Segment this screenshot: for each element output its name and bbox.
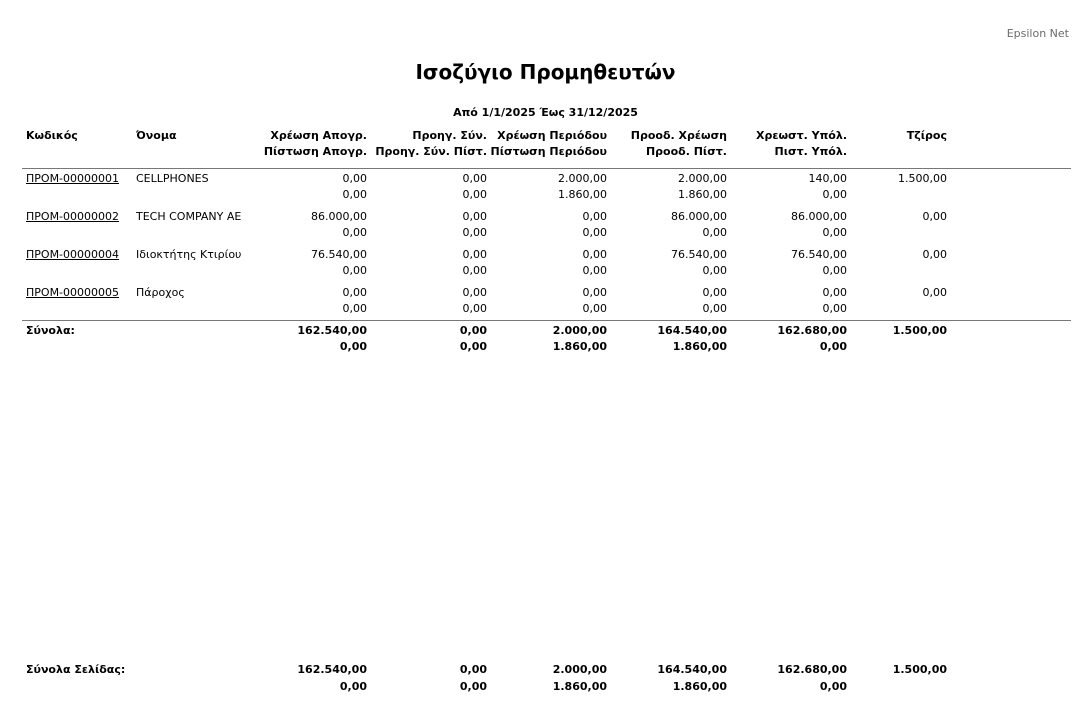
- total-cell: 164.540,00: [657, 324, 727, 337]
- total-cell: 162.540,00: [297, 324, 367, 337]
- page-totals-label: Σύνολα Σελίδας:: [26, 663, 126, 676]
- page-total-cell: 1.860,00: [672, 680, 727, 693]
- total-cell: 1.860,00: [552, 340, 607, 353]
- value-cell: 0,00: [822, 188, 847, 201]
- value-cell: 0,00: [582, 226, 607, 239]
- value-cell: 0,00: [342, 302, 367, 315]
- header-period-credit: Πίστωση Περιόδου: [490, 145, 607, 158]
- value-cell: 1.860,00: [678, 188, 727, 201]
- value-cell: 0,00: [342, 264, 367, 277]
- page-total-cell: 1.860,00: [552, 680, 607, 693]
- total-cell: 1.500,00: [892, 324, 947, 337]
- supplier-code-link[interactable]: ΠΡΟΜ-00000001: [26, 172, 120, 185]
- value-cell: 0,00: [342, 172, 367, 185]
- value-cell: 0,00: [462, 226, 487, 239]
- header-period-debit: Χρέωση Περιόδου: [497, 129, 607, 142]
- supplier-code-link[interactable]: ΠΡΟΜ-00000002: [26, 210, 120, 223]
- value-cell: 0,00: [462, 264, 487, 277]
- value-cell: 76.540,00: [671, 248, 727, 261]
- total-cell: 162.680,00: [777, 324, 847, 337]
- page-total-cell: 162.540,00: [297, 663, 367, 676]
- value-cell: 0,00: [582, 248, 607, 261]
- header-prev-total: Προηγ. Σύν.: [412, 129, 487, 142]
- total-cell: 0,00: [459, 324, 487, 337]
- page-total-cell: 0,00: [459, 680, 487, 693]
- value-cell: 86.000,00: [311, 210, 367, 223]
- value-cell: 2.000,00: [558, 172, 607, 185]
- value-cell: 0,00: [462, 172, 487, 185]
- value-cell: 0,00: [822, 264, 847, 277]
- totals-divider: [22, 320, 1071, 321]
- value-cell: 0,00: [922, 210, 947, 223]
- value-cell: 140,00: [808, 172, 847, 185]
- page-total-cell: 162.680,00: [777, 663, 847, 676]
- value-cell: 0,00: [822, 226, 847, 239]
- value-cell: 0,00: [342, 188, 367, 201]
- supplier-code-link[interactable]: ΠΡΟΜ-00000005: [26, 286, 120, 299]
- value-cell: 0,00: [582, 264, 607, 277]
- value-cell: 2.000,00: [678, 172, 727, 185]
- supplier-name: Πάροχος: [136, 286, 185, 299]
- header-prev-total-credit: Προηγ. Σύν. Πίστ.: [375, 145, 487, 158]
- value-cell: 0,00: [702, 264, 727, 277]
- header-credit-balance: Πιστ. Υπόλ.: [774, 145, 847, 158]
- page-total-cell: 164.540,00: [657, 663, 727, 676]
- header-cumulative-debit: Προοδ. Χρέωση: [630, 129, 727, 142]
- supplier-code[interactable]: [26, 285, 119, 301]
- total-cell: 0,00: [819, 340, 847, 353]
- value-cell: 0,00: [462, 248, 487, 261]
- header-credit-inventory: Πίστωση Απογρ.: [263, 145, 367, 158]
- page-total-cell: 0,00: [459, 663, 487, 676]
- value-cell: 86.000,00: [671, 210, 727, 223]
- totals-label: Σύνολα:: [26, 324, 75, 337]
- value-cell: 0,00: [922, 248, 947, 261]
- value-cell: 0,00: [822, 302, 847, 315]
- page-total-cell: 0,00: [339, 680, 367, 693]
- value-cell: 76.540,00: [791, 248, 847, 261]
- total-cell: 0,00: [459, 340, 487, 353]
- supplier-code[interactable]: [26, 209, 119, 225]
- supplier-name: TECH COMPANY AE: [136, 210, 242, 223]
- header-divider: [22, 168, 1071, 169]
- value-cell: 0,00: [922, 286, 947, 299]
- supplier-code[interactable]: [26, 171, 119, 187]
- page-total-cell: 0,00: [819, 680, 847, 693]
- value-cell: 86.000,00: [791, 210, 847, 223]
- supplier-code[interactable]: [26, 247, 119, 263]
- value-cell: 0,00: [582, 286, 607, 299]
- value-cell: 0,00: [702, 286, 727, 299]
- value-cell: 0,00: [462, 286, 487, 299]
- value-cell: 0,00: [582, 302, 607, 315]
- value-cell: 0,00: [462, 210, 487, 223]
- value-cell: 1.500,00: [898, 172, 947, 185]
- header-debit-balance: Χρεωστ. Υπόλ.: [756, 129, 847, 142]
- supplier-name: Ιδιοκτήτης Κτιρίου: [136, 248, 242, 261]
- value-cell: 0,00: [822, 286, 847, 299]
- value-cell: 0,00: [462, 188, 487, 201]
- value-cell: 76.540,00: [311, 248, 367, 261]
- header-cumulative-credit: Προοδ. Πίστ.: [645, 145, 727, 158]
- value-cell: 0,00: [462, 302, 487, 315]
- brand-label: Epsilon Net: [1006, 27, 1069, 40]
- page-total-cell: 2.000,00: [552, 663, 607, 676]
- value-cell: 1.860,00: [558, 188, 607, 201]
- supplier-code-link[interactable]: ΠΡΟΜ-00000004: [26, 248, 120, 261]
- page-total-cell: 1.500,00: [892, 663, 947, 676]
- header-code: Κωδικός: [26, 129, 78, 142]
- supplier-name: CELLPHONES: [136, 172, 209, 185]
- total-cell: 1.860,00: [672, 340, 727, 353]
- value-cell: 0,00: [342, 226, 367, 239]
- report-title: Ισοζύγιο Προμηθευτών: [415, 60, 676, 84]
- value-cell: 0,00: [702, 226, 727, 239]
- value-cell: 0,00: [582, 210, 607, 223]
- total-cell: 2.000,00: [552, 324, 607, 337]
- report-period: Από 1/1/2025 Έως 31/12/2025: [453, 106, 638, 119]
- header-debit-inventory: Χρέωση Απογρ.: [270, 129, 367, 142]
- header-turnover: Τζίρος: [906, 129, 947, 142]
- value-cell: 0,00: [702, 302, 727, 315]
- header-name: Όνομα: [136, 129, 177, 142]
- value-cell: 0,00: [342, 286, 367, 299]
- total-cell: 0,00: [339, 340, 367, 353]
